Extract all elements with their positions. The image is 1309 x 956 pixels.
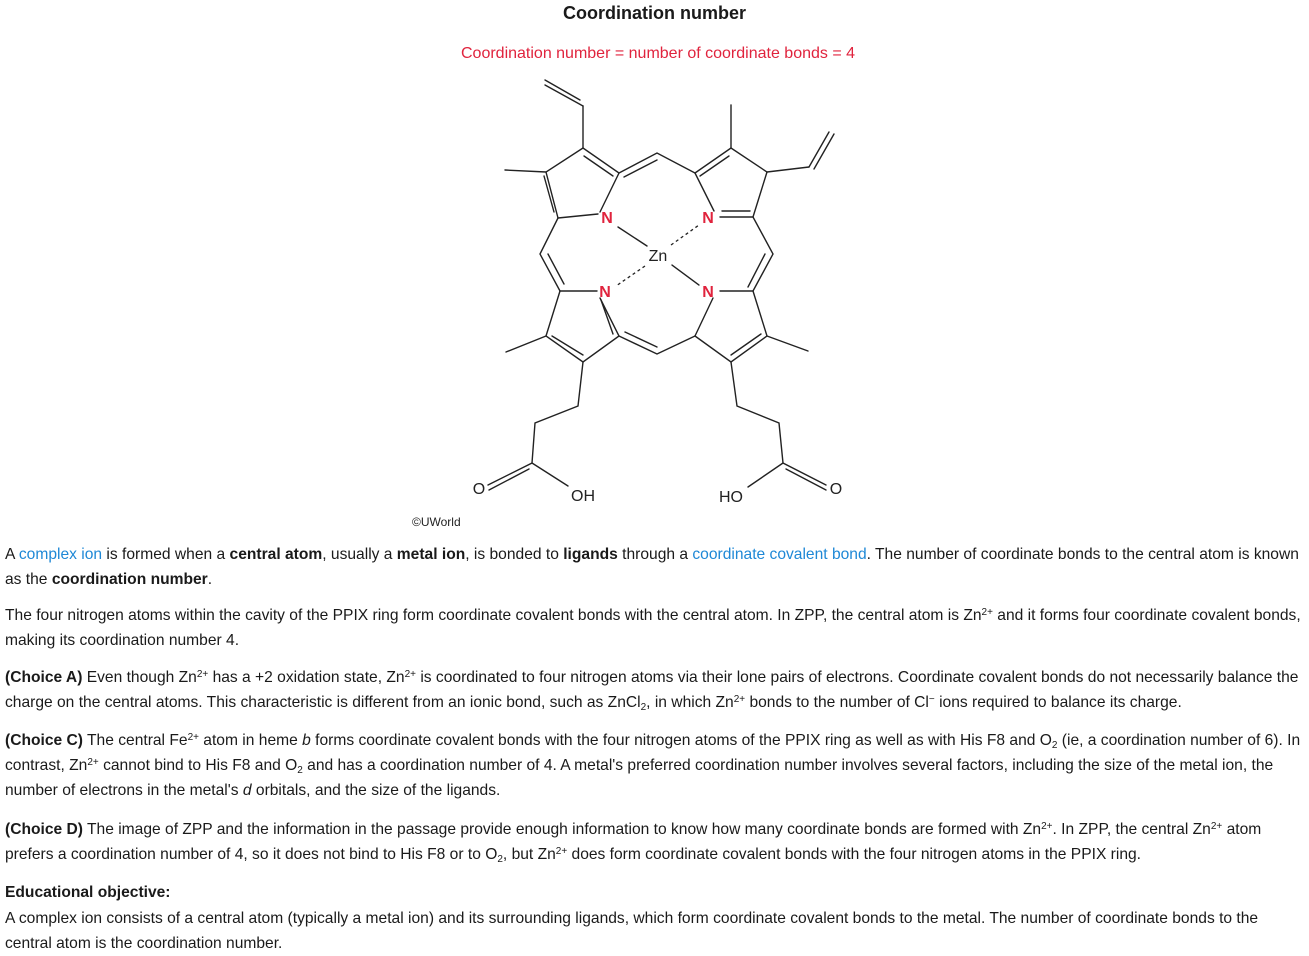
zinc-label: Zn: [648, 248, 668, 265]
hydroxyl-label: OH: [571, 488, 595, 505]
figure-caption: Coordination number = number of coordinate bonds = 4: [460, 45, 856, 62]
oxygen-label: O: [472, 481, 486, 498]
paragraph-choice-a: (Choice A) Even though $Zn^{2+}$ has a +2 oxidation state, $Zn^{2+}$ is coordinated to four nitrogen atoms via their lone pairs of electrons. Coordinate covalent bonds do not necessarily balance the charge on the central atoms. This characteristic is different from an ionic bond, such as ZnCl$_2$, in which $Zn^{2+}$ bonds to the number of Cl− ions required to balance its charge.: [5, 669, 1299, 713]
copyright-notice: ©UWorld: [412, 515, 461, 529]
paragraph-zpp: The four nitrogen atoms within the cavity of the PPIX ring form coordinate covalent bonds with the central atom. In ZPP, the central atom is $Zn^{2+}$ and it forms four coordinate covalent bonds, making its coordination number 4.: [5, 607, 1301, 649]
educational-objective-heading: Educational objective:: [5, 884, 171, 901]
paragraph-definition: A complex ion is formed when a central atom, usually a metal ion, is bonded to ligands through a coordinate covalent bond. The number of coordinate bonds to the central atom is known as the coordination number.: [5, 546, 1299, 588]
nitrogen-label: N: [599, 284, 611, 301]
figure-title: Coordination number: [563, 3, 746, 23]
paragraph-choice-c: (Choice C) The central $Fe^{2+}$ atom in heme b forms coordinate covalent bonds with the four nitrogen atoms of the PPIX ring as well as with His F8 and $O_2$ (ie, a coordination number of 6). In contrast, $Zn^{2+}$ cannot bind to His F8 and $O_2$ and has a coordination number of 4. A metal's preferred coordination number involves several factors, including the size of the metal ion, the number of electrons in the metal's d orbitals, and the size of the ligands.: [5, 732, 1301, 799]
paragraph-choice-d: (Choice D) The image of ZPP and the information in the passage provide enough information to know how many coordinate bonds are formed with $Zn^{2+}$. In ZPP, the central $Zn^{2+}$ atom prefers a coordination number of 4, so it does not bind to His F8 or to $O_2$, but $Zn^{2+}$ does form coordinate covalent bonds with the four nitrogen atoms in the PPIX ring.: [5, 821, 1262, 865]
choice-a-label: (Choice A): [5, 669, 83, 686]
nitrogen-label: N: [702, 210, 714, 227]
nitrogen-label: N: [601, 210, 613, 227]
oxygen-label: O: [829, 481, 843, 498]
coordinate-covalent-bond-link[interactable]: coordinate covalent bond: [692, 546, 867, 563]
nitrogen-label: N: [702, 284, 714, 301]
choice-d-label: (Choice D): [5, 821, 83, 838]
choice-c-label: (Choice C): [5, 732, 83, 749]
hydroxyl-label: HO: [719, 489, 743, 506]
educational-objective-text: A complex ion consists of a central atom (typically a metal ion) and its surrounding ligands, which form coordinate covalent bonds to the metal. The number of coordinate bonds to the central atom is the coordination number.: [5, 910, 1259, 952]
complex-ion-link[interactable]: complex ion: [18, 546, 103, 563]
